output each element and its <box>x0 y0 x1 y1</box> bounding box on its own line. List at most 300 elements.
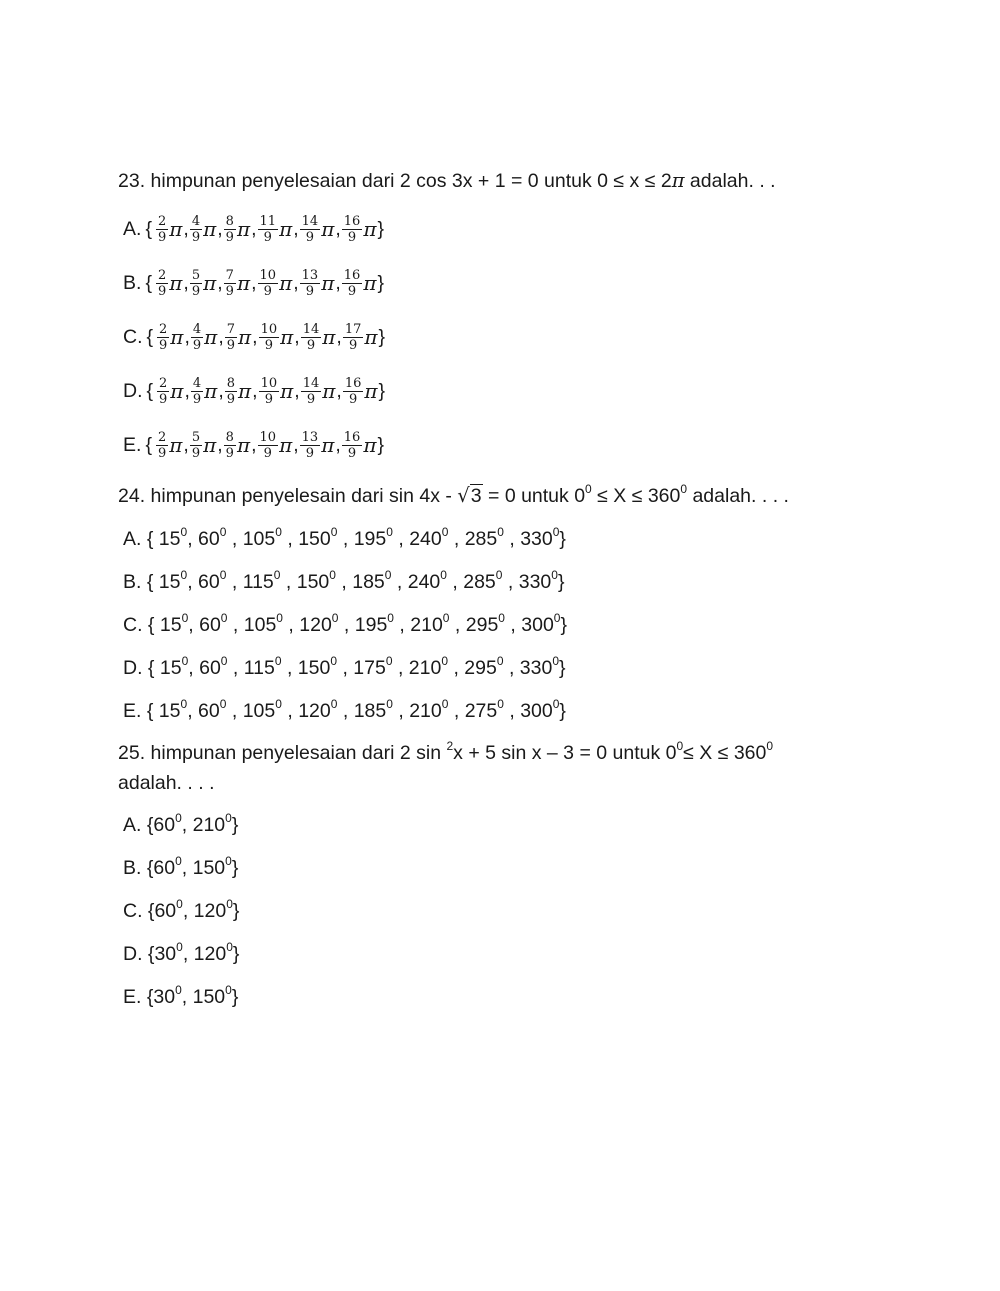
fraction <box>157 376 169 407</box>
option-letter: A. <box>123 814 142 836</box>
answer-option <box>123 313 385 361</box>
pi-symbol: π <box>322 379 336 403</box>
answer-option <box>123 524 566 554</box>
answer-option <box>123 610 567 640</box>
fraction-numerator: 11 <box>259 213 277 229</box>
comma: , <box>392 700 410 722</box>
fraction <box>156 268 168 299</box>
pi-symbol: π <box>364 325 378 349</box>
option-value: 60 <box>199 614 221 636</box>
option-value: 150 <box>298 528 331 550</box>
degree-superscript: 0 <box>552 653 560 668</box>
degree-superscript: 0 <box>440 567 447 582</box>
degree-superscript: 0 <box>441 653 449 668</box>
option-value: 120 <box>298 700 331 722</box>
degree-superscript: 0 <box>331 610 339 625</box>
option-letter: E. <box>123 986 142 1008</box>
fraction-denominator: 9 <box>306 391 316 407</box>
fraction-denominator: 9 <box>263 283 272 299</box>
degree-superscript: 0 <box>329 567 336 582</box>
answer-option <box>123 367 385 415</box>
comma: , <box>281 657 298 679</box>
degree-superscript: 0 <box>226 896 233 911</box>
degree-superscript: 0 <box>220 653 228 668</box>
answer-option <box>123 567 564 597</box>
question-24-text: 24. himpunan penyelesain dari sin 4x - <box>118 485 458 507</box>
option-value: 185 <box>353 700 387 722</box>
comma: , <box>446 571 464 593</box>
option-value: 240 <box>407 571 441 593</box>
close-brace: } <box>231 986 239 1008</box>
degree-superscript: 0 <box>384 567 392 582</box>
answer-option <box>123 853 238 883</box>
option-value: 120 <box>193 900 227 922</box>
fraction-numerator: 10 <box>259 267 277 283</box>
degree-superscript: 0 <box>225 853 232 868</box>
fraction-denominator: 9 <box>348 391 358 407</box>
option-value: 300 <box>520 700 553 722</box>
fraction <box>191 322 203 353</box>
degree-superscript: 0 <box>387 610 394 625</box>
degree-superscript: 0 <box>676 738 684 753</box>
fraction <box>258 214 279 245</box>
degree-superscript: 0 <box>176 939 183 954</box>
comma: , <box>280 571 297 593</box>
pi-symbol: π <box>169 217 183 241</box>
fraction-denominator: 9 <box>305 445 315 461</box>
close-brace: } <box>231 857 239 879</box>
option-letter: B. <box>123 571 142 593</box>
option-letter: A. <box>123 218 142 240</box>
comma: , <box>181 986 193 1008</box>
fraction <box>300 430 321 461</box>
option-value: 195 <box>353 528 387 550</box>
comma: , <box>337 657 354 679</box>
fraction <box>156 214 168 245</box>
fraction <box>342 268 363 299</box>
comma: , <box>448 700 465 722</box>
fraction-numerator: 5 <box>191 429 201 445</box>
degree-superscript: 0 <box>274 653 282 668</box>
degree-superscript: 0 <box>225 982 232 997</box>
option-value: 275 <box>464 700 498 722</box>
degree-superscript: 0 <box>441 524 449 539</box>
degree-superscript: 0 <box>330 653 338 668</box>
comma: , <box>227 657 244 679</box>
comma: , <box>187 700 199 722</box>
fraction-denominator: 9 <box>157 283 167 299</box>
option-letter: C. <box>123 900 143 922</box>
close-brace: } <box>559 528 566 550</box>
open-brace: { <box>145 218 152 240</box>
option-value: 115 <box>242 571 274 593</box>
question-23-stem <box>118 166 776 196</box>
pi-symbol: π <box>169 271 183 295</box>
fraction-numerator: 13 <box>301 267 319 283</box>
degree-superscript: 0 <box>552 696 560 711</box>
sqrt-symbol: √ <box>457 484 470 507</box>
option-value: 150 <box>297 657 331 679</box>
question-25-range: ≤ X ≤ 360 <box>683 742 767 764</box>
comma: , <box>391 571 408 593</box>
fraction <box>224 214 236 245</box>
option-letter: C. <box>123 326 143 348</box>
option-value: 150 <box>296 571 330 593</box>
option-letter: D. <box>123 380 143 402</box>
comma: , <box>217 218 223 240</box>
degree-superscript: 0 <box>330 524 338 539</box>
fraction <box>342 214 363 245</box>
option-value: 105 <box>243 614 277 636</box>
comma: , <box>449 614 466 636</box>
degree-superscript: 0 <box>176 896 183 911</box>
question-25-mid: x + 5 sin x – 3 = 0 untuk 0 <box>453 742 677 764</box>
pi-symbol: π <box>204 325 218 349</box>
option-value: 120 <box>299 614 332 636</box>
pi-symbol: π <box>238 379 252 403</box>
open-brace: { <box>142 900 155 922</box>
option-value: 105 <box>242 700 276 722</box>
fraction-numerator: 5 <box>191 267 201 283</box>
degree-superscript: 0 <box>219 696 227 711</box>
degree-superscript: 0 <box>441 696 449 711</box>
close-brace: } <box>232 900 240 922</box>
fraction <box>259 322 280 353</box>
comma: , <box>503 657 520 679</box>
comma: , <box>182 900 194 922</box>
fraction-numerator: 2 <box>157 429 167 445</box>
open-brace: { <box>142 657 160 679</box>
pi-symbol: π <box>236 433 251 457</box>
degree-superscript: 0 <box>386 696 393 711</box>
comma: , <box>181 857 193 879</box>
comma: , <box>251 218 257 240</box>
open-brace: { <box>146 326 154 348</box>
option-value: 115 <box>243 657 275 679</box>
option-value: 60 <box>198 571 220 593</box>
degree-superscript: 0 <box>496 653 504 668</box>
open-brace: { <box>141 571 159 593</box>
fraction-denominator: 9 <box>157 445 167 461</box>
pi-symbol: π <box>236 217 251 241</box>
option-value: 240 <box>409 528 442 550</box>
option-value: 60 <box>198 528 220 550</box>
fraction-numerator: 2 <box>159 321 168 337</box>
fraction <box>300 214 321 245</box>
option-letter: A. <box>123 528 142 550</box>
comma: , <box>227 614 244 636</box>
comma: , <box>335 434 341 456</box>
option-letter: D. <box>123 657 143 679</box>
option-value: 295 <box>464 657 497 679</box>
answer-option <box>123 205 384 253</box>
fraction-denominator: 9 <box>159 391 168 407</box>
comma: , <box>217 434 223 456</box>
answer-option <box>123 982 238 1012</box>
comma: , <box>187 528 199 550</box>
fraction-numerator: 14 <box>302 375 320 391</box>
option-value: 330 <box>518 571 552 593</box>
degree-superscript: 0 <box>181 653 189 668</box>
answer-option <box>123 259 384 307</box>
pi-symbol: π <box>238 325 252 349</box>
fraction <box>157 322 169 353</box>
fraction-numerator: 10 <box>259 429 277 445</box>
question-25-stem <box>118 738 773 768</box>
comma: , <box>183 434 189 456</box>
fraction-denominator: 9 <box>226 391 236 407</box>
fraction-denominator: 9 <box>226 337 236 353</box>
fraction-denominator: 9 <box>192 391 202 407</box>
comma: , <box>503 700 521 722</box>
comma: , <box>251 272 257 294</box>
pi-symbol: π <box>363 271 377 295</box>
pi-symbol: π <box>204 379 218 403</box>
open-brace: { <box>142 943 155 965</box>
fraction <box>191 376 203 407</box>
sqrt-expression <box>457 481 482 511</box>
fraction-numerator: 4 <box>191 213 201 229</box>
degree-superscript: 0 <box>497 696 504 711</box>
fraction-denominator: 9 <box>264 391 273 407</box>
option-value: 210 <box>409 700 442 722</box>
pi-symbol: π <box>280 379 294 403</box>
close-brace: } <box>232 943 240 965</box>
open-brace: { <box>142 614 160 636</box>
option-value: 15 <box>158 700 181 722</box>
fraction-numerator: 16 <box>343 429 361 445</box>
question-23-text: 23. himpunan penyelesaian dari 2 cos 3x + 1 = 0 untuk 0 ≤ x ≤ 2 <box>118 170 672 192</box>
comma: , <box>282 614 300 636</box>
pi-symbol: π <box>321 271 335 295</box>
comma: , <box>294 326 300 348</box>
pi-symbol: π <box>321 217 335 241</box>
open-brace: { <box>141 528 159 550</box>
fraction <box>343 376 364 407</box>
option-value: 105 <box>242 528 276 550</box>
option-value: 150 <box>192 857 226 879</box>
degree-superscript: 0 <box>273 567 281 582</box>
fraction-denominator: 9 <box>306 337 316 353</box>
degree-superscript: 0 <box>175 810 182 825</box>
close-brace: } <box>231 814 239 836</box>
sqrt-radicand: 3 <box>470 485 482 507</box>
degree-superscript: 0 <box>680 481 688 496</box>
close-brace: } <box>378 380 386 402</box>
close-brace: } <box>377 272 384 294</box>
option-value: 300 <box>521 614 554 636</box>
degree-superscript: 0 <box>551 567 558 582</box>
option-value: 15 <box>158 528 181 550</box>
option-value: 195 <box>354 614 388 636</box>
close-brace: } <box>560 614 567 636</box>
degree-superscript: 0 <box>385 653 393 668</box>
fraction-numerator: 17 <box>344 321 362 337</box>
fraction-numerator: 8 <box>225 429 234 445</box>
fraction-denominator: 9 <box>263 229 272 245</box>
fraction-numerator: 2 <box>157 213 167 229</box>
question-24-range: ≤ X ≤ 360 <box>591 485 681 507</box>
fraction-denominator: 9 <box>225 445 234 461</box>
option-letter: C. <box>123 614 143 636</box>
degree-superscript: 0 <box>181 610 189 625</box>
fraction-numerator: 2 <box>157 267 167 283</box>
pi-symbol: π <box>203 433 217 457</box>
degree-superscript: 0 <box>498 610 505 625</box>
question-24-mid: = 0 untuk 0 <box>482 485 586 507</box>
close-brace: } <box>377 218 384 240</box>
degree-superscript: 0 <box>442 610 450 625</box>
option-letter: D. <box>123 943 143 965</box>
pi-symbol: π <box>364 379 378 403</box>
pi-symbol: π <box>169 433 183 457</box>
option-value: 60 <box>153 814 176 836</box>
comma: , <box>392 528 410 550</box>
degree-superscript: 0 <box>225 810 232 825</box>
comma: , <box>188 614 200 636</box>
fraction-denominator: 9 <box>347 229 357 245</box>
comma: , <box>293 272 299 294</box>
comma: , <box>335 218 341 240</box>
fraction-numerator: 13 <box>301 429 319 445</box>
fraction-denominator: 9 <box>264 337 273 353</box>
comma: , <box>294 380 300 402</box>
option-value: 210 <box>408 657 442 679</box>
fraction-numerator: 7 <box>226 321 236 337</box>
option-value: 210 <box>192 814 226 836</box>
comma: , <box>392 657 409 679</box>
fraction-numerator: 4 <box>192 321 202 337</box>
comma: , <box>187 571 199 593</box>
comma: , <box>183 272 189 294</box>
fraction <box>301 322 322 353</box>
degree-superscript: 0 <box>386 524 393 539</box>
degree-superscript: 0 <box>553 610 561 625</box>
comma: , <box>336 326 342 348</box>
fraction-denominator: 9 <box>191 229 201 245</box>
option-letter: B. <box>123 272 142 294</box>
open-brace: { <box>141 700 159 722</box>
comma: , <box>188 657 200 679</box>
pi-symbol: π <box>280 325 294 349</box>
comma: , <box>293 218 299 240</box>
fraction-denominator: 9 <box>347 445 357 461</box>
fraction-numerator: 16 <box>343 267 361 283</box>
close-brace: } <box>377 434 384 456</box>
close-brace: } <box>378 326 386 348</box>
pi-symbol: π <box>203 271 217 295</box>
fraction <box>225 322 237 353</box>
option-value: 150 <box>192 986 226 1008</box>
pi-symbol: π <box>279 433 293 457</box>
question-24-suffix: adalah. . . . <box>687 485 789 507</box>
fraction <box>258 430 279 461</box>
comma: , <box>181 814 193 836</box>
open-brace: { <box>141 986 154 1008</box>
comma: , <box>448 657 465 679</box>
degree-superscript: 0 <box>330 696 338 711</box>
fraction-denominator: 9 <box>305 229 315 245</box>
fraction-denominator: 9 <box>157 229 167 245</box>
comma: , <box>337 700 354 722</box>
answer-option <box>123 939 239 969</box>
option-value: 15 <box>159 614 182 636</box>
comma: , <box>226 571 243 593</box>
comma: , <box>252 326 258 348</box>
comma: , <box>251 434 257 456</box>
fraction <box>300 268 321 299</box>
degree-superscript: 0 <box>180 524 188 539</box>
fraction-numerator: 2 <box>159 375 168 391</box>
fraction <box>301 376 322 407</box>
option-value: 210 <box>410 614 443 636</box>
comma: , <box>217 272 223 294</box>
answer-option <box>123 810 238 840</box>
fraction-numerator: 14 <box>302 321 320 337</box>
open-brace: { <box>141 814 154 836</box>
answer-option <box>123 696 566 726</box>
option-value: 60 <box>199 657 221 679</box>
close-brace: } <box>559 657 566 679</box>
degree-superscript: 0 <box>226 939 233 954</box>
fraction-denominator: 9 <box>191 283 201 299</box>
option-value: 30 <box>154 943 177 965</box>
comma: , <box>393 614 411 636</box>
option-value: 330 <box>520 528 553 550</box>
option-value: 185 <box>352 571 385 593</box>
fraction-denominator: 9 <box>191 445 201 461</box>
comma: , <box>335 571 353 593</box>
option-letter: E. <box>123 700 142 722</box>
close-brace: } <box>559 700 566 722</box>
option-value: 15 <box>159 657 182 679</box>
pi-symbol: π <box>170 379 184 403</box>
open-brace: { <box>145 272 152 294</box>
fraction <box>225 376 237 407</box>
fraction-denominator: 9 <box>348 337 358 353</box>
comma: , <box>184 380 190 402</box>
option-value: 285 <box>464 528 498 550</box>
pi-symbol: π <box>279 271 293 295</box>
degree-superscript: 0 <box>180 567 188 582</box>
option-value: 60 <box>154 900 177 922</box>
comma: , <box>504 614 522 636</box>
fraction-numerator: 16 <box>343 213 361 229</box>
fraction <box>224 268 236 299</box>
pi-symbol: π <box>363 217 377 241</box>
pi-symbol: π <box>363 433 377 457</box>
answer-option <box>123 896 239 926</box>
degree-superscript: 0 <box>275 696 282 711</box>
question-24-stem <box>118 481 789 511</box>
comma: , <box>503 528 521 550</box>
comma: , <box>183 218 189 240</box>
fraction-denominator: 9 <box>159 337 168 353</box>
option-letter: E. <box>123 434 142 456</box>
comma: , <box>226 528 243 550</box>
degree-superscript: 0 <box>220 610 228 625</box>
open-brace: { <box>145 434 152 456</box>
fraction-denominator: 9 <box>305 283 315 299</box>
comma: , <box>226 700 243 722</box>
pi-symbol: π <box>322 325 336 349</box>
degree-superscript: 0 <box>766 738 774 753</box>
option-value: 15 <box>158 571 181 593</box>
option-letter: B. <box>123 857 142 879</box>
comma: , <box>281 700 299 722</box>
question-25-suffix: adalah. . . . <box>118 772 215 794</box>
degree-superscript: 0 <box>552 524 560 539</box>
